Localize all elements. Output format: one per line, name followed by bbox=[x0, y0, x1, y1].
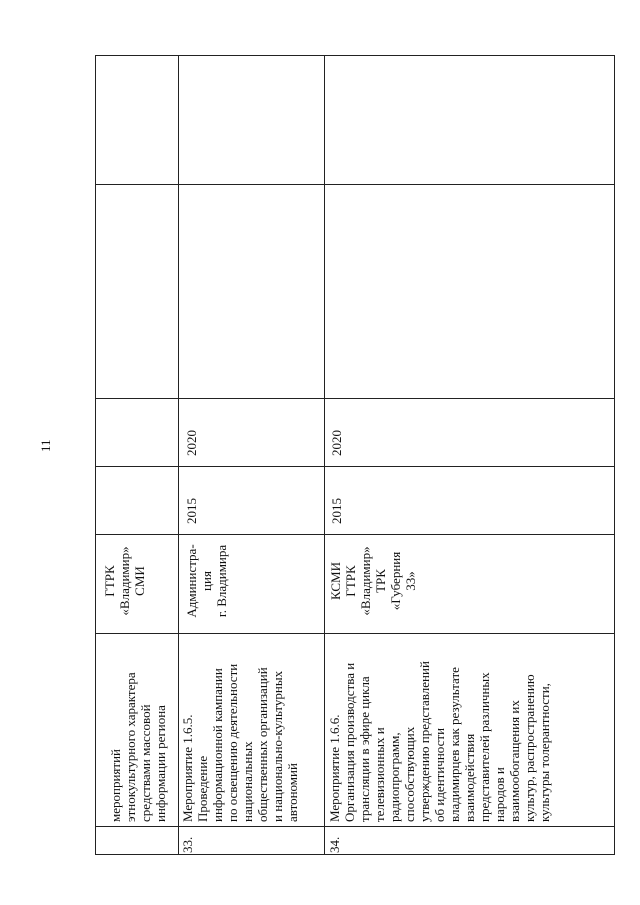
row-number: 34. bbox=[327, 836, 342, 853]
row-divider bbox=[324, 56, 325, 854]
end-year: 2020 bbox=[329, 430, 344, 456]
row-divider bbox=[178, 56, 179, 854]
end-year: 2020 bbox=[184, 430, 199, 456]
data-table bbox=[95, 55, 615, 855]
column-divider bbox=[96, 398, 614, 399]
event-cell: Мероприятие 1.6.6. Организация производства и трансляции в эфире цикла телевизионных и радиопрограмм, способствующих утверждению представлений об идентичности владимирцев как результате взаимодействия представителей различных народов и взаимообогащения их культур, распространению культуры толерантности, bbox=[327, 661, 552, 822]
column-divider bbox=[96, 184, 614, 185]
column-divider bbox=[96, 466, 614, 467]
executor-cell: КСМИ ГТРК «Владимир» ТРК «Губерния 33» bbox=[328, 546, 418, 616]
event-cell: Мероприятие 1.6.5. Проведение информационной кампании по освещению деятельности национальных общественных организаций и национально-культурных автономий bbox=[180, 663, 300, 822]
executor-cell: ГТРК «Владимир» СМИ bbox=[102, 546, 147, 616]
executor-cell: Администра- ция г. Владимира bbox=[184, 544, 229, 618]
event-cell: мероприятий этнокультурного характера средствами массовой информации региона bbox=[108, 672, 168, 822]
start-year: 2015 bbox=[329, 498, 344, 524]
start-year: 2015 bbox=[184, 498, 199, 524]
row-number: 33. bbox=[180, 836, 195, 853]
column-divider bbox=[96, 826, 614, 827]
page-number: 11 bbox=[38, 439, 53, 452]
